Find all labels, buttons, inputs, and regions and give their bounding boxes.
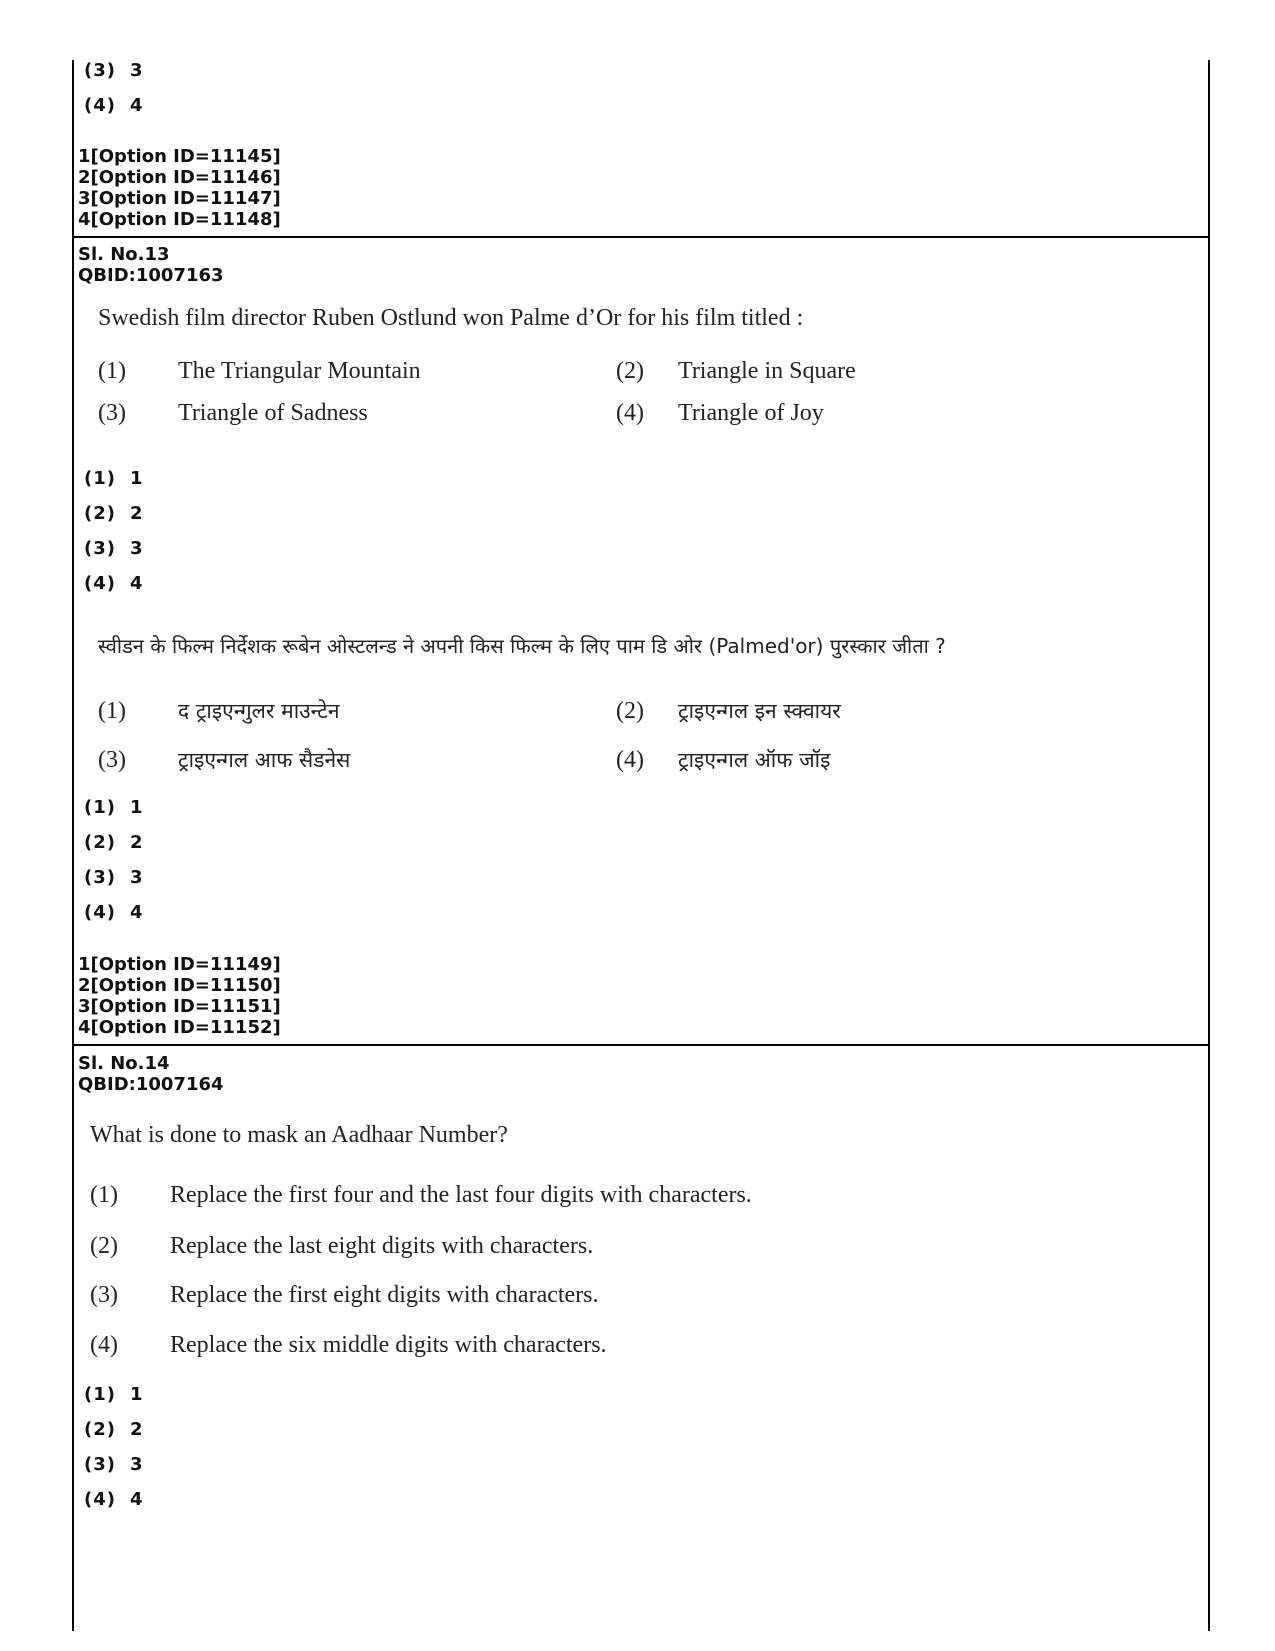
answer-item: (2) 2 xyxy=(84,832,144,853)
serial-number: Sl. No.14 xyxy=(78,1053,170,1074)
option-item: (2) Triangle in Square xyxy=(616,358,856,384)
option-item: (2) Replace the last eight digits with characters. xyxy=(90,1233,594,1259)
option-id-list: 1[Option ID=11145] 2[Option ID=11146] 3[Option ID=11147] 4[Option ID=11148] xyxy=(78,146,281,230)
option-item: (4) Triangle of Joy xyxy=(616,400,824,426)
option-item: (1) The Triangular Mountain xyxy=(98,358,421,384)
qbid: QBID:1007164 xyxy=(78,1074,224,1095)
answer-item: (1) 1 xyxy=(84,468,144,489)
question-text-hindi: स्वीडन के फिल्म निर्देशक रूबेन ओस्टलन्ड ने अपनी किस फिल्म के लिए पाम डि ओर (Palmed'or) पुरस्कार जीता ? xyxy=(98,634,946,658)
option-item: (2) ट्राइएन्गल इन स्क्वायर xyxy=(616,698,841,724)
section-divider xyxy=(72,236,1210,238)
option-item: (3) ट्राइएन्गल आफ सैडनेस xyxy=(98,747,351,773)
answer-item: (3) 3 xyxy=(84,60,144,81)
answer-item: (4) 4 xyxy=(84,95,144,116)
answer-item: (2) 2 xyxy=(84,1419,144,1440)
answer-item: (4) 4 xyxy=(84,902,144,923)
answer-item: (3) 3 xyxy=(84,867,144,888)
option-id-list: 1[Option ID=11149] 2[Option ID=11150] 3[Option ID=11151] 4[Option ID=11152] xyxy=(78,954,281,1038)
option-item: (1) द ट्राइएन्गुलर माउन्टेन xyxy=(98,698,340,724)
answer-item: (4) 4 xyxy=(84,573,144,594)
option-item: (3) Triangle of Sadness xyxy=(98,400,368,426)
answer-item: (4) 4 xyxy=(84,1489,144,1510)
question-text: Swedish film director Ruben Ostlund won Palme d’Or for his film titled : xyxy=(98,305,804,331)
section-divider xyxy=(72,1044,1210,1046)
answer-item: (1) 1 xyxy=(84,797,144,818)
answer-item: (2) 2 xyxy=(84,503,144,524)
answer-item: (3) 3 xyxy=(84,538,144,559)
question-header xyxy=(78,1053,224,1095)
qbid: QBID:1007163 xyxy=(78,265,224,286)
option-item: (4) ट्राइएन्गल ऑफ जॉइ xyxy=(616,747,831,773)
answer-item: (1) 1 xyxy=(84,1384,144,1405)
right-border xyxy=(1208,60,1210,1631)
question-text: What is done to mask an Aadhaar Number? xyxy=(90,1122,508,1148)
option-item: (3) Replace the first eight digits with characters. xyxy=(90,1282,599,1308)
left-border xyxy=(72,60,74,1631)
question-header xyxy=(78,244,224,286)
serial-number: Sl. No.13 xyxy=(78,244,170,265)
answer-item: (3) 3 xyxy=(84,1454,144,1475)
option-item: (4) Replace the six middle digits with characters. xyxy=(90,1332,607,1358)
option-item: (1) Replace the first four and the last four digits with characters. xyxy=(90,1182,752,1208)
